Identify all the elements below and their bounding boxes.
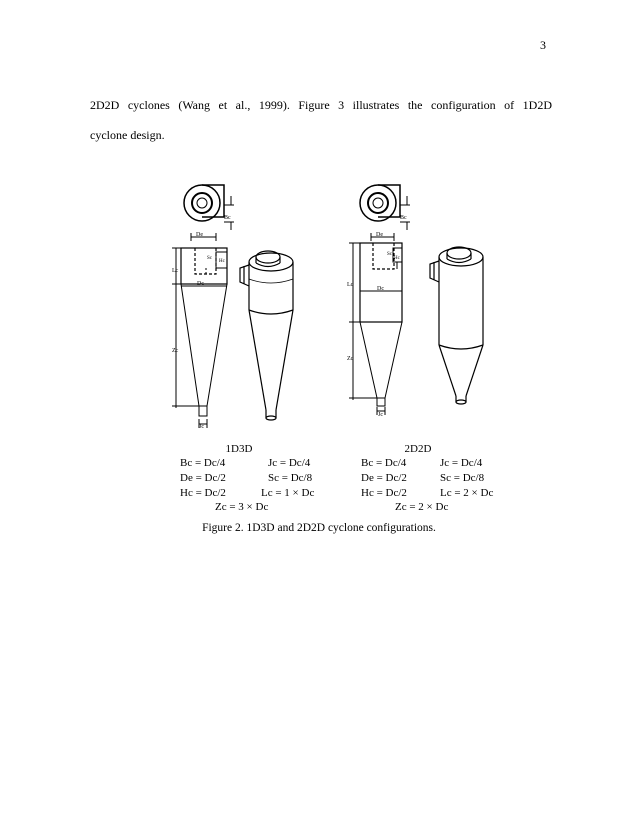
right-spec-de: De = Dc/2 (361, 472, 407, 484)
left-cyclone-3d (240, 251, 293, 420)
left-spec-zc: Zc = 3 × Dc (215, 501, 269, 513)
left-spec-jc: Jc = Dc/4 (268, 457, 311, 469)
body-text-line-2: cyclone design. (90, 128, 165, 142)
right-label-zc: Zc (347, 356, 354, 362)
right-label-sc: Sc (387, 252, 392, 257)
left-spec-sc: Sc = Dc/8 (268, 472, 313, 484)
right-label-hc: Hc (394, 256, 400, 261)
left-spec-de: De = Dc/2 (180, 472, 226, 484)
right-label-dc: Dc (377, 286, 384, 292)
page-number: 3 (540, 38, 546, 52)
right-spec-bc: Bc = Dc/4 (361, 457, 407, 469)
left-label-lc: Lc (172, 268, 179, 274)
left-top-view (184, 185, 234, 230)
right-label-jc: Jc (378, 412, 383, 418)
right-spec-hc: Hc = Dc/2 (361, 487, 407, 499)
right-label-lc: Lc (347, 282, 354, 288)
right-cyclone-3d (430, 247, 483, 404)
left-label-bc: Bc (224, 215, 231, 221)
left-label-de: De (196, 232, 203, 238)
left-label-zc: Zc (172, 348, 179, 354)
left-spec-bc: Bc = Dc/4 (180, 457, 226, 469)
figure-caption: Figure 2. 1D3D and 2D2D cyclone configurations. (202, 522, 436, 534)
left-config-title: 1D3D (225, 443, 253, 455)
left-label-sc: Sc (207, 256, 212, 261)
right-label-bc: Bc (400, 215, 407, 221)
left-label-hc: Hc (219, 259, 225, 264)
right-label-de: De (376, 232, 383, 238)
left-spec-hc: Hc = Dc/2 (180, 487, 226, 499)
body-text-line-1: 2D2D cyclones (Wang et al., 1999). Figure 3 illustrates the configuration of 1D2D (90, 98, 552, 112)
right-spec-lc: Lc = 2 × Dc (440, 487, 494, 499)
right-config-title: 2D2D (404, 443, 432, 455)
right-spec-jc: Jc = Dc/4 (440, 457, 483, 469)
right-top-view (360, 185, 410, 230)
left-spec-lc: Lc = 1 × Dc (261, 487, 315, 499)
left-label-jc: Jc (199, 424, 204, 430)
left-label-dc: Dc (197, 281, 204, 287)
right-spec-zc: Zc = 2 × Dc (395, 501, 449, 513)
right-spec-sc: Sc = Dc/8 (440, 472, 485, 484)
